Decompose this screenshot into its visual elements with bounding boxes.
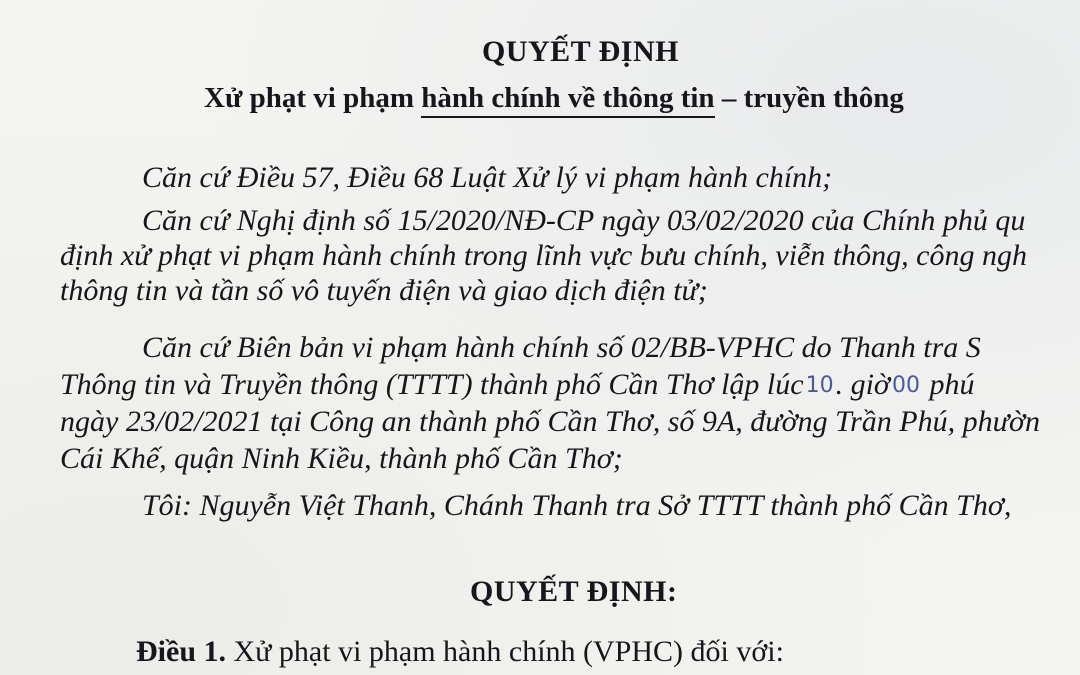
report-issuer-text: Thông tin và Truyền thông (TTTT) thành phố Cần Thơ lập lúc bbox=[60, 368, 804, 401]
paragraph-legal-basis-1: Căn cứ Điều 57, Điều 68 Luật Xử lý vi phạm hành chính; bbox=[142, 161, 833, 194]
handwritten-minute: 00 bbox=[891, 373, 920, 398]
article-1-text: Xử phạt vi phạm hành chính (VPHC) đối với: bbox=[226, 635, 784, 668]
minute-label: phú bbox=[921, 368, 975, 401]
paragraph-legal-basis-2-line-3: thông tin và tần số vô tuyến điện và giao dịch điện tử; bbox=[60, 274, 708, 307]
paragraph-signatory: Tôi: Nguyễn Việt Thanh, Chánh Thanh tra Sở TTTT thành phố Cần Thơ, bbox=[142, 489, 1012, 522]
article-1-label: Điều 1. bbox=[136, 635, 226, 668]
paragraph-legal-basis-2-line-2: định xử phạt vi phạm hành chính trong lĩnh vực bưu chính, viễn thông, công ngh bbox=[60, 239, 1028, 272]
paragraph-legal-basis-3-line-1: Căn cứ Biên bản vi phạm hành chính số 02/BB-VPHC do Thanh tra S bbox=[142, 331, 981, 364]
decision-heading: QUYẾT ĐỊNH: bbox=[470, 575, 678, 608]
subtitle-start: Xử phạt vi phạm bbox=[204, 82, 422, 114]
document-title: QUYẾT ĐỊNH bbox=[482, 35, 679, 68]
paragraph-legal-basis-2-line-1: Căn cứ Nghị định số 15/2020/NĐ-CP ngày 03/02/2020 của Chính phủ qu bbox=[142, 204, 1026, 237]
document-subtitle bbox=[204, 80, 904, 116]
article-1 bbox=[136, 634, 784, 670]
paragraph-legal-basis-3-line-3: ngày 23/02/2021 tại Công an thành phố Cần Thơ, số 9A, đường Trần Phú, phườn bbox=[60, 405, 1040, 438]
handwritten-hour: 10 bbox=[805, 373, 834, 398]
hour-label: . giờ bbox=[835, 368, 890, 401]
subtitle-end: – truyền thông bbox=[714, 82, 904, 114]
paragraph-legal-basis-3-line-2 bbox=[60, 367, 974, 404]
paragraph-legal-basis-3-line-4: Cái Khế, quận Ninh Kiều, thành phố Cần Thơ; bbox=[60, 442, 623, 475]
subtitle-underlined-part: hành chính về thông tin bbox=[421, 82, 714, 118]
